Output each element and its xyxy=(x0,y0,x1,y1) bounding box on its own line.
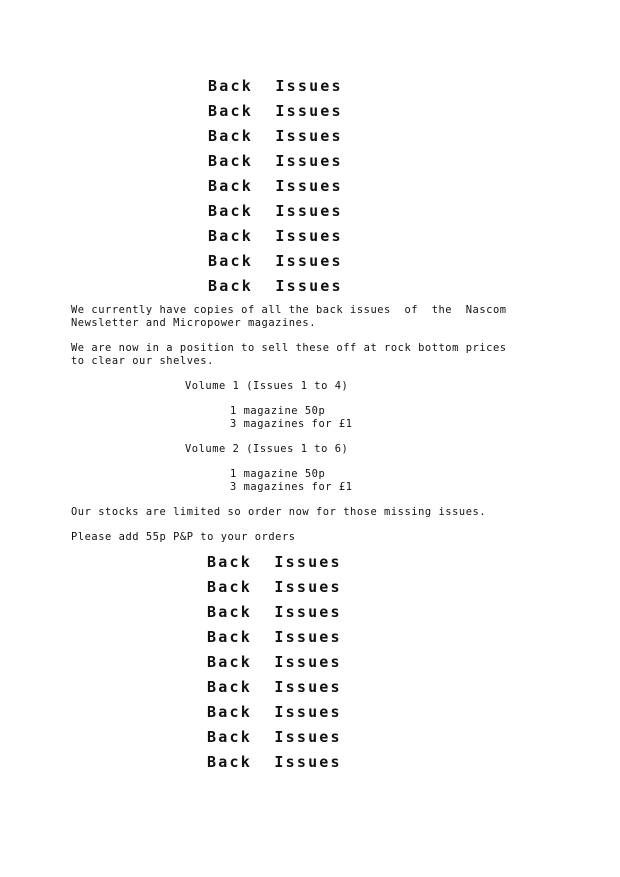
offer-line-1: We are now in a position to sell these off at rock bottom prices xyxy=(71,342,507,354)
banner-line: Back Issues xyxy=(207,703,342,721)
volume-2-title: Volume 2 (Issues 1 to 6) xyxy=(185,443,349,455)
banner-line: Back Issues xyxy=(207,578,342,596)
volume-2-price-bundle: 3 magazines for £1 xyxy=(230,481,353,493)
offer-line-2: to clear our shelves. xyxy=(71,355,214,367)
banner-line: Back Issues xyxy=(208,252,343,270)
banner-line: Back Issues xyxy=(208,177,343,195)
banner-line: Back Issues xyxy=(208,127,343,145)
banner-line: Back Issues xyxy=(207,628,342,646)
postage-note: Please add 55p P&P to your orders xyxy=(71,531,296,543)
banner-line: Back Issues xyxy=(208,102,343,120)
banner-line: Back Issues xyxy=(208,227,343,245)
banner-line: Back Issues xyxy=(207,678,342,696)
banner-line: Back Issues xyxy=(207,603,342,621)
banner-line: Back Issues xyxy=(207,728,342,746)
stocks-note: Our stocks are limited so order now for those missing issues. xyxy=(71,506,487,518)
volume-1-price-bundle: 3 magazines for £1 xyxy=(230,418,353,430)
volume-1-title: Volume 1 (Issues 1 to 4) xyxy=(185,380,349,392)
banner-line: Back Issues xyxy=(207,653,342,671)
banner-line: Back Issues xyxy=(208,202,343,220)
volume-2-price-single: 1 magazine 50p xyxy=(230,468,326,480)
intro-line-1: We currently have copies of all the back issues of the Nascom xyxy=(71,304,507,316)
banner-line: Back Issues xyxy=(207,553,342,571)
banner-line: Back Issues xyxy=(208,277,343,295)
intro-line-2: Newsletter and Micropower magazines. xyxy=(71,317,317,329)
banner-line: Back Issues xyxy=(207,753,342,771)
volume-1-price-single: 1 magazine 50p xyxy=(230,405,326,417)
banner-line: Back Issues xyxy=(208,152,343,170)
banner-line: Back Issues xyxy=(208,77,343,95)
